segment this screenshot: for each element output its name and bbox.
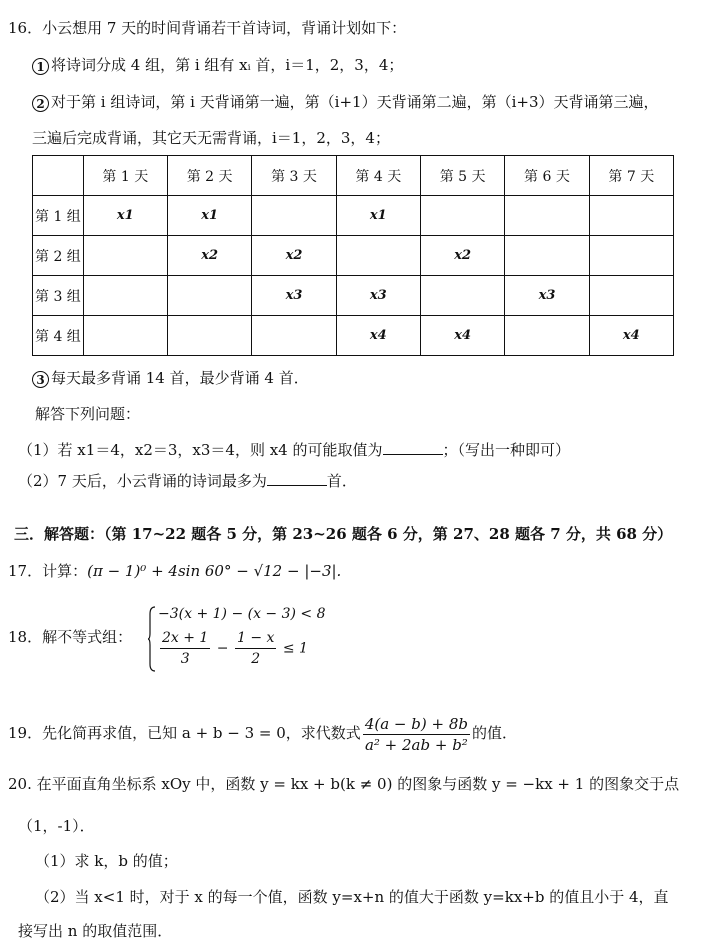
q20-part-2: （2）当 x<1 时，对于 x 的每一个值，函数 y=x+n 的值大于函数 y=kx+b 的值且小于 4，直 — [35, 888, 669, 906]
table-row-label: 第 3 组 — [33, 276, 84, 316]
table-header-row — [33, 156, 674, 196]
table-cell — [589, 196, 673, 236]
table-cell — [505, 316, 589, 356]
table-cell — [420, 276, 504, 316]
q16-condition-2-continued: 三遍后完成背诵，其它天无需背诵，i＝1，2，3，4； — [32, 129, 390, 147]
circled-number-2: 2 — [32, 95, 49, 112]
table-row — [33, 316, 674, 356]
table-cell: x3 — [505, 276, 589, 316]
table-row-label: 第 2 组 — [33, 236, 84, 276]
table-header-cell: 第 1 天 — [83, 156, 167, 196]
q20-line-2: （1，-1）． — [18, 817, 95, 835]
table-row — [33, 276, 674, 316]
table-cell: x2 — [167, 236, 251, 276]
condition-3-text: 每天最多背诵 14 首，最少背诵 4 首． — [51, 369, 309, 387]
table-cell — [167, 276, 251, 316]
table-row — [33, 236, 674, 276]
table-cell — [589, 236, 673, 276]
table-cell: x1 — [83, 196, 167, 236]
q16-condition-2 — [32, 91, 659, 113]
inequality-2: $\frac{2x + 1}{3}$ − $\frac{1 - x}{2}$ ≤ 1 — [162, 630, 308, 667]
inequality-1: −3(x + 1) − (x − 3) < 8 — [158, 606, 326, 622]
table-row — [33, 196, 674, 236]
table-header-cell: 第 3 天 — [252, 156, 336, 196]
q17-label: 17．计算： — [8, 562, 88, 580]
q18-label: 18．解不等式组： — [8, 628, 133, 646]
part-1-text: （1）若 x1＝4，x2＝3，x3＝4，则 x4 的可能取值为 — [18, 441, 383, 459]
left-brace-icon — [148, 606, 156, 672]
table-cell: x4 — [589, 316, 673, 356]
table-cell: x2 — [252, 236, 336, 276]
table-cell — [420, 196, 504, 236]
table-cell: x4 — [336, 316, 420, 356]
condition-2-text: 对于第 i 组诗词，第 i 天背诵第一遍，第（i+1）天背诵第二遍，第（i+3）天背诵第三遍， — [51, 93, 659, 111]
q20-line-1: 20. 在平面直角坐标系 xOy 中，函数 y = kx + b(k ≠ 0) 的图象与函数 y = −kx + 1 的图象交于点 — [8, 775, 680, 793]
table-cell — [83, 316, 167, 356]
table-cell — [83, 276, 167, 316]
q19-fraction: $\frac{4(a - b) + 8b}{\text{a² + 2ab + b²}}$ — [364, 714, 468, 754]
table-cell — [336, 236, 420, 276]
part-1-tail: ；（写出一种即可） — [442, 441, 571, 459]
q16-part-2 — [18, 470, 357, 492]
answer-blank-2 — [267, 471, 327, 486]
part-2-tail: 首． — [326, 472, 357, 490]
table-cell — [589, 276, 673, 316]
table-row-label: 第 1 组 — [33, 196, 84, 236]
q16-condition-3 — [32, 367, 309, 389]
q20-part-2-continued: 接写出 n 的取值范围． — [18, 922, 173, 940]
section-3-heading: 三．解答题：（第 17~22 题各 5 分，第 23~26 题各 6 分，第 27、28 题各 7 分，共 68 分） — [14, 525, 673, 543]
table-cell: x3 — [336, 276, 420, 316]
condition-1-text: 将诗词分成 4 组，第 i 组有 xᵢ 首，i＝1，2，3，4； — [51, 56, 404, 74]
table-header-cell: 第 4 天 — [336, 156, 420, 196]
table-cell — [505, 196, 589, 236]
q19-label: 19．先化简再求值，已知 a + b − 3 = 0，求代数式 — [8, 724, 361, 742]
table-cell: x1 — [167, 196, 251, 236]
table-cell: x4 — [420, 316, 504, 356]
table-cell — [505, 236, 589, 276]
table-header-cell: 第 2 天 — [167, 156, 251, 196]
table-cell — [252, 316, 336, 356]
q17-expression: (π − 1)⁰ + 4sin 60° − √12 − |−3|. — [87, 562, 342, 580]
table-row-label: 第 4 组 — [33, 316, 84, 356]
table-cell: x2 — [420, 236, 504, 276]
q17 — [8, 560, 341, 582]
q16-part-1 — [18, 439, 570, 461]
answer-prompt: 解答下列问题： — [35, 405, 141, 423]
table-cell — [167, 316, 251, 356]
answer-blank-1 — [383, 440, 443, 455]
q20-part-1: （1）求 k，b 的值； — [35, 852, 178, 870]
table-cell — [83, 236, 167, 276]
schedule-table — [32, 155, 674, 356]
q19-tail: 的值． — [471, 724, 517, 742]
table-header-cell: 第 7 天 — [589, 156, 673, 196]
circled-number-1: 1 — [32, 58, 49, 75]
table-corner-cell — [33, 156, 84, 196]
q16-condition-1 — [32, 54, 403, 76]
table-header-cell: 第 5 天 — [420, 156, 504, 196]
q19 — [8, 711, 517, 755]
circled-number-3: 3 — [32, 371, 49, 388]
table-header-cell: 第 6 天 — [505, 156, 589, 196]
table-cell: x1 — [336, 196, 420, 236]
part-2-text: （2）7 天后，小云背诵的诗词最多为 — [18, 472, 267, 490]
q16-stem: 16．小云想用 7 天的时间背诵若干首诗词，背诵计划如下： — [8, 19, 407, 37]
table-cell: x3 — [252, 276, 336, 316]
table-cell — [252, 196, 336, 236]
